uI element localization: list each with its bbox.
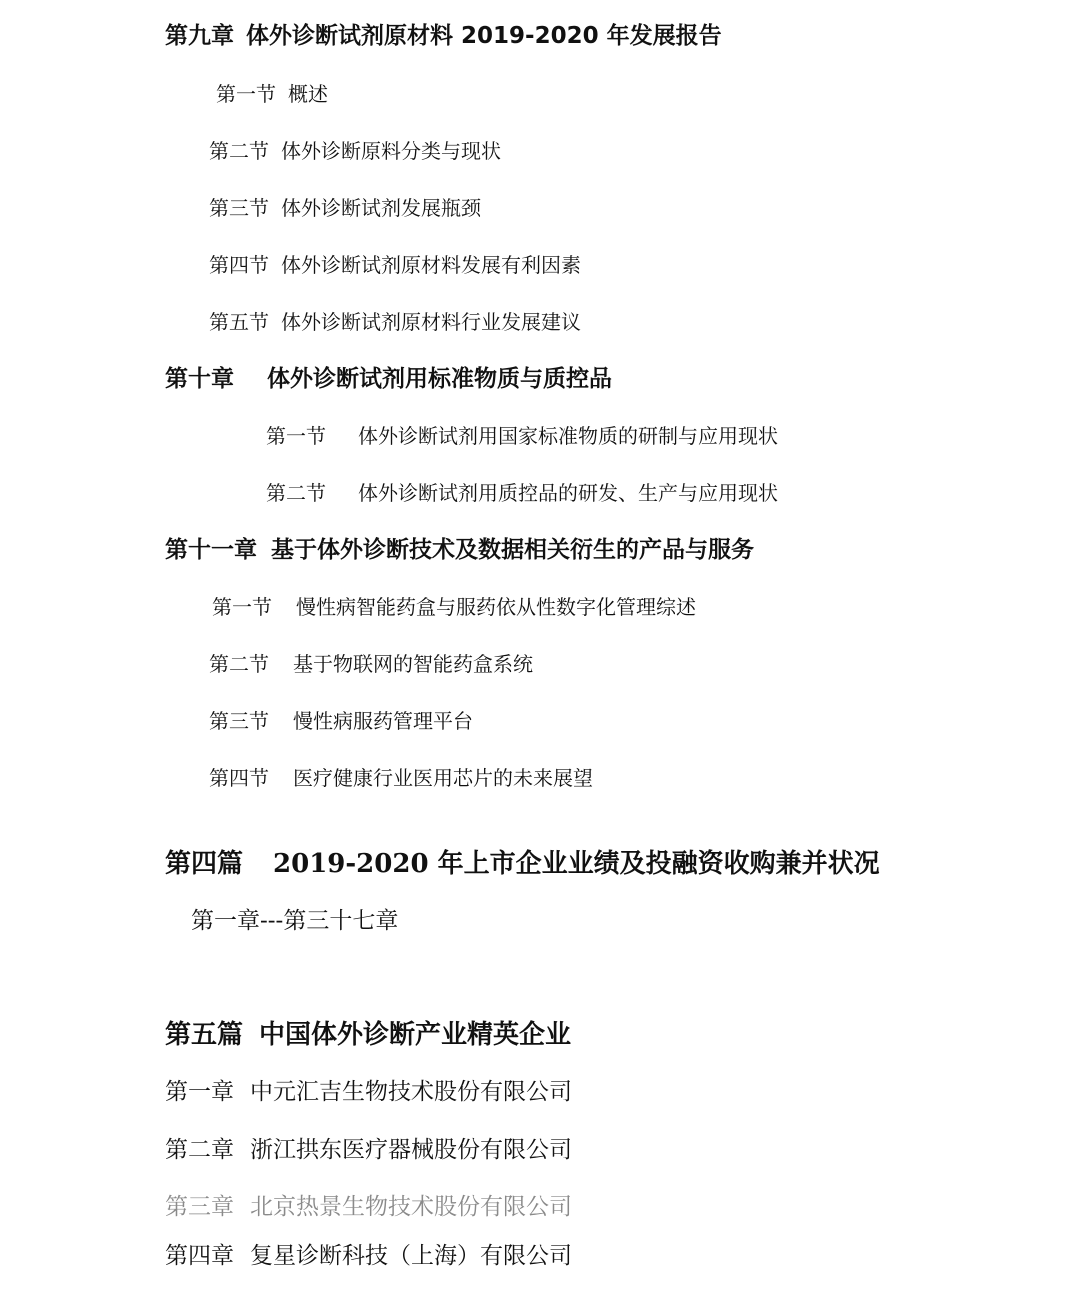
section-line <box>266 483 778 503</box>
part-label: 第四篇 <box>165 849 244 879</box>
chapter-title: 复星诊断科技（上海）有限公司 <box>250 1243 572 1269</box>
chapter-title: 浙江拱东医疗器械股份有限公司 <box>250 1137 572 1163</box>
section-line <box>209 255 581 275</box>
chapter-title: 基于体外诊断技术及数据相关衍生的产品与服务 <box>271 537 754 563</box>
section-title: 概述 <box>288 82 328 106</box>
section-line <box>209 711 473 731</box>
part-label: 第五篇 <box>165 1020 244 1050</box>
company-chapter-line <box>165 1081 572 1104</box>
part-title: 2019-2020 年上市企业业绩及投融资收购兼并状况 <box>273 849 880 879</box>
section-title: 体外诊断试剂发展瓶颈 <box>281 196 481 220</box>
section-title: 医疗健康行业医用芯片的未来展望 <box>293 766 593 790</box>
section-label: 第二节 <box>209 139 269 163</box>
section-line <box>209 654 533 674</box>
chapter-title: 体外诊断试剂原材料 2019-2020 年发展报告 <box>246 23 722 49</box>
section-line <box>209 312 581 332</box>
part-4-heading <box>165 851 880 877</box>
chapter-title: 北京热景生物技术股份有限公司 <box>250 1194 572 1220</box>
chapter-label: 第十章 <box>165 366 234 392</box>
chapter-title: 体外诊断试剂用标准物质与质控品 <box>267 366 612 392</box>
section-line <box>209 768 593 788</box>
part-title: 中国体外诊断产业精英企业 <box>259 1020 572 1050</box>
section-line <box>209 141 501 161</box>
chapter-9-heading <box>165 25 722 48</box>
company-chapter-line <box>165 1196 572 1219</box>
chapter-title: 中元汇吉生物技术股份有限公司 <box>250 1079 572 1105</box>
section-label: 第一节 <box>266 424 326 448</box>
section-line <box>209 198 481 218</box>
section-title: 体外诊断试剂用质控品的研发、生产与应用现状 <box>358 481 778 505</box>
section-title: 基于物联网的智能药盒系统 <box>293 652 533 676</box>
section-line <box>216 84 328 104</box>
section-title: 体外诊断原料分类与现状 <box>281 139 501 163</box>
section-title: 体外诊断试剂原材料行业发展建议 <box>281 310 581 334</box>
part-4-chapter-range: 第一章---第三十七章 <box>191 908 399 934</box>
section-line <box>266 426 778 446</box>
section-label: 第三节 <box>209 196 269 220</box>
chapter-label: 第二章 <box>165 1137 234 1163</box>
chapter-10-heading <box>165 368 612 391</box>
section-title: 体外诊断试剂原材料发展有利因素 <box>281 253 581 277</box>
company-chapter-line <box>165 1245 572 1268</box>
section-label: 第一节 <box>216 82 276 106</box>
section-label: 第四节 <box>209 766 269 790</box>
section-label: 第二节 <box>209 652 269 676</box>
part-5-heading <box>165 1022 571 1048</box>
chapter-label: 第四章 <box>165 1243 234 1269</box>
section-label: 第一节 <box>212 595 272 619</box>
company-chapter-line <box>165 1139 572 1162</box>
chapter-label: 第一章 <box>165 1079 234 1105</box>
chapter-label: 第十一章 <box>165 537 257 563</box>
chapter-label: 第三章 <box>165 1194 234 1220</box>
chapter-label: 第九章 <box>165 23 234 49</box>
section-label: 第五节 <box>209 310 269 334</box>
section-title: 慢性病服药管理平台 <box>293 709 473 733</box>
section-label: 第二节 <box>266 481 326 505</box>
section-label: 第三节 <box>209 709 269 733</box>
section-title: 慢性病智能药盒与服药依从性数字化管理综述 <box>296 595 696 619</box>
chapter-11-heading <box>165 539 754 562</box>
section-title: 体外诊断试剂用国家标准物质的研制与应用现状 <box>358 424 778 448</box>
section-line <box>212 597 696 617</box>
section-label: 第四节 <box>209 253 269 277</box>
